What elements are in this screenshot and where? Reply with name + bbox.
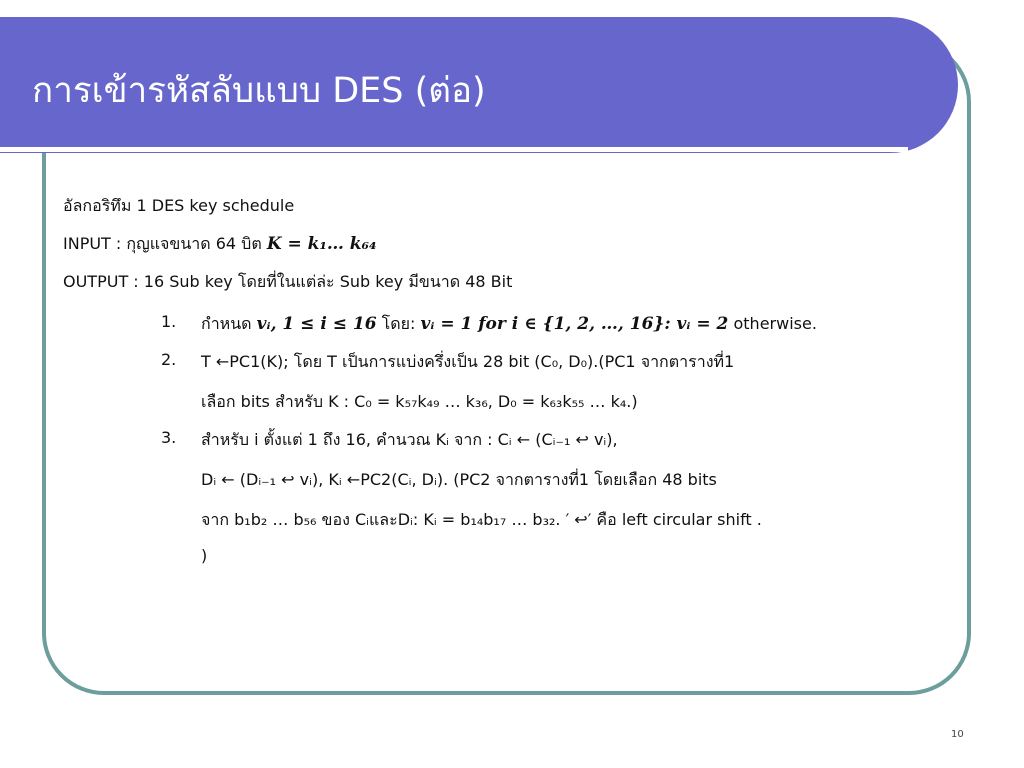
algorithm-heading: อัลกอริทึม 1 DES key schedule <box>63 196 295 215</box>
step-1-number: 1. <box>161 312 177 331</box>
step-1-text: กำหนด <box>201 314 252 333</box>
step-1-text3: otherwise. <box>733 314 817 333</box>
step-2-number: 2. <box>161 350 177 369</box>
step-1-math2: vᵢ = 1 for i ∈ {1, 2, …, 16}: vᵢ = 2 <box>420 314 729 334</box>
step-1-text2: โดย: <box>381 314 416 333</box>
title-underline <box>0 147 908 152</box>
step-1-math: vᵢ, 1 ≤ i ≤ 16 <box>256 314 377 334</box>
step-3-line-2: Dᵢ ← (Dᵢ₋₁ ↩ vᵢ), Kᵢ ←PC2(Cᵢ, Dᵢ). (PC2 จากตารางที่1 โดยเลือก 48 bits <box>201 470 717 489</box>
step-3-number: 3. <box>161 428 177 447</box>
title-band <box>0 17 958 153</box>
step-3-line-3: จาก b₁b₂ … b₅₆ ของ CᵢและDᵢ: Kᵢ = b₁₄b₁₇ … b₃₂. ′ ↩′ คือ left circular shift . <box>201 510 762 529</box>
input-math: K = k₁… k₆₄ <box>266 234 377 254</box>
output-line: OUTPUT : 16 Sub key โดยที่ในแต่ล่ะ Sub key มีขนาด 48 Bit <box>63 272 513 291</box>
step-1-body <box>201 312 817 337</box>
slide-title: การเข้ารหัสลับแบบ DES (ต่อ) <box>32 71 486 111</box>
input-text: INPUT : กุญแจขนาด 64 บิต <box>63 234 262 253</box>
step-2-line-2: เลือก bits สำหรับ K : C₀ = k₅₇k₄₉ … k₃₆, D₀ = k₆₃k₅₅ … k₄.) <box>201 392 638 411</box>
step-3-line-1: สำหรับ i ตั้งแต่ 1 ถึง 16, คำนวณ Kᵢ จาก : Cᵢ ← (Cᵢ₋₁ ↩ vᵢ), <box>201 430 618 449</box>
step-3-line-4: ) <box>201 546 208 565</box>
page-number: 10 <box>951 729 964 740</box>
step-2-line-1: T ←PC1(K); โดย T เป็นการแบ่งครึ่งเป็น 28 bit (C₀, D₀).(PC1 จากตารางที่1 <box>201 352 735 371</box>
input-line <box>63 232 376 257</box>
